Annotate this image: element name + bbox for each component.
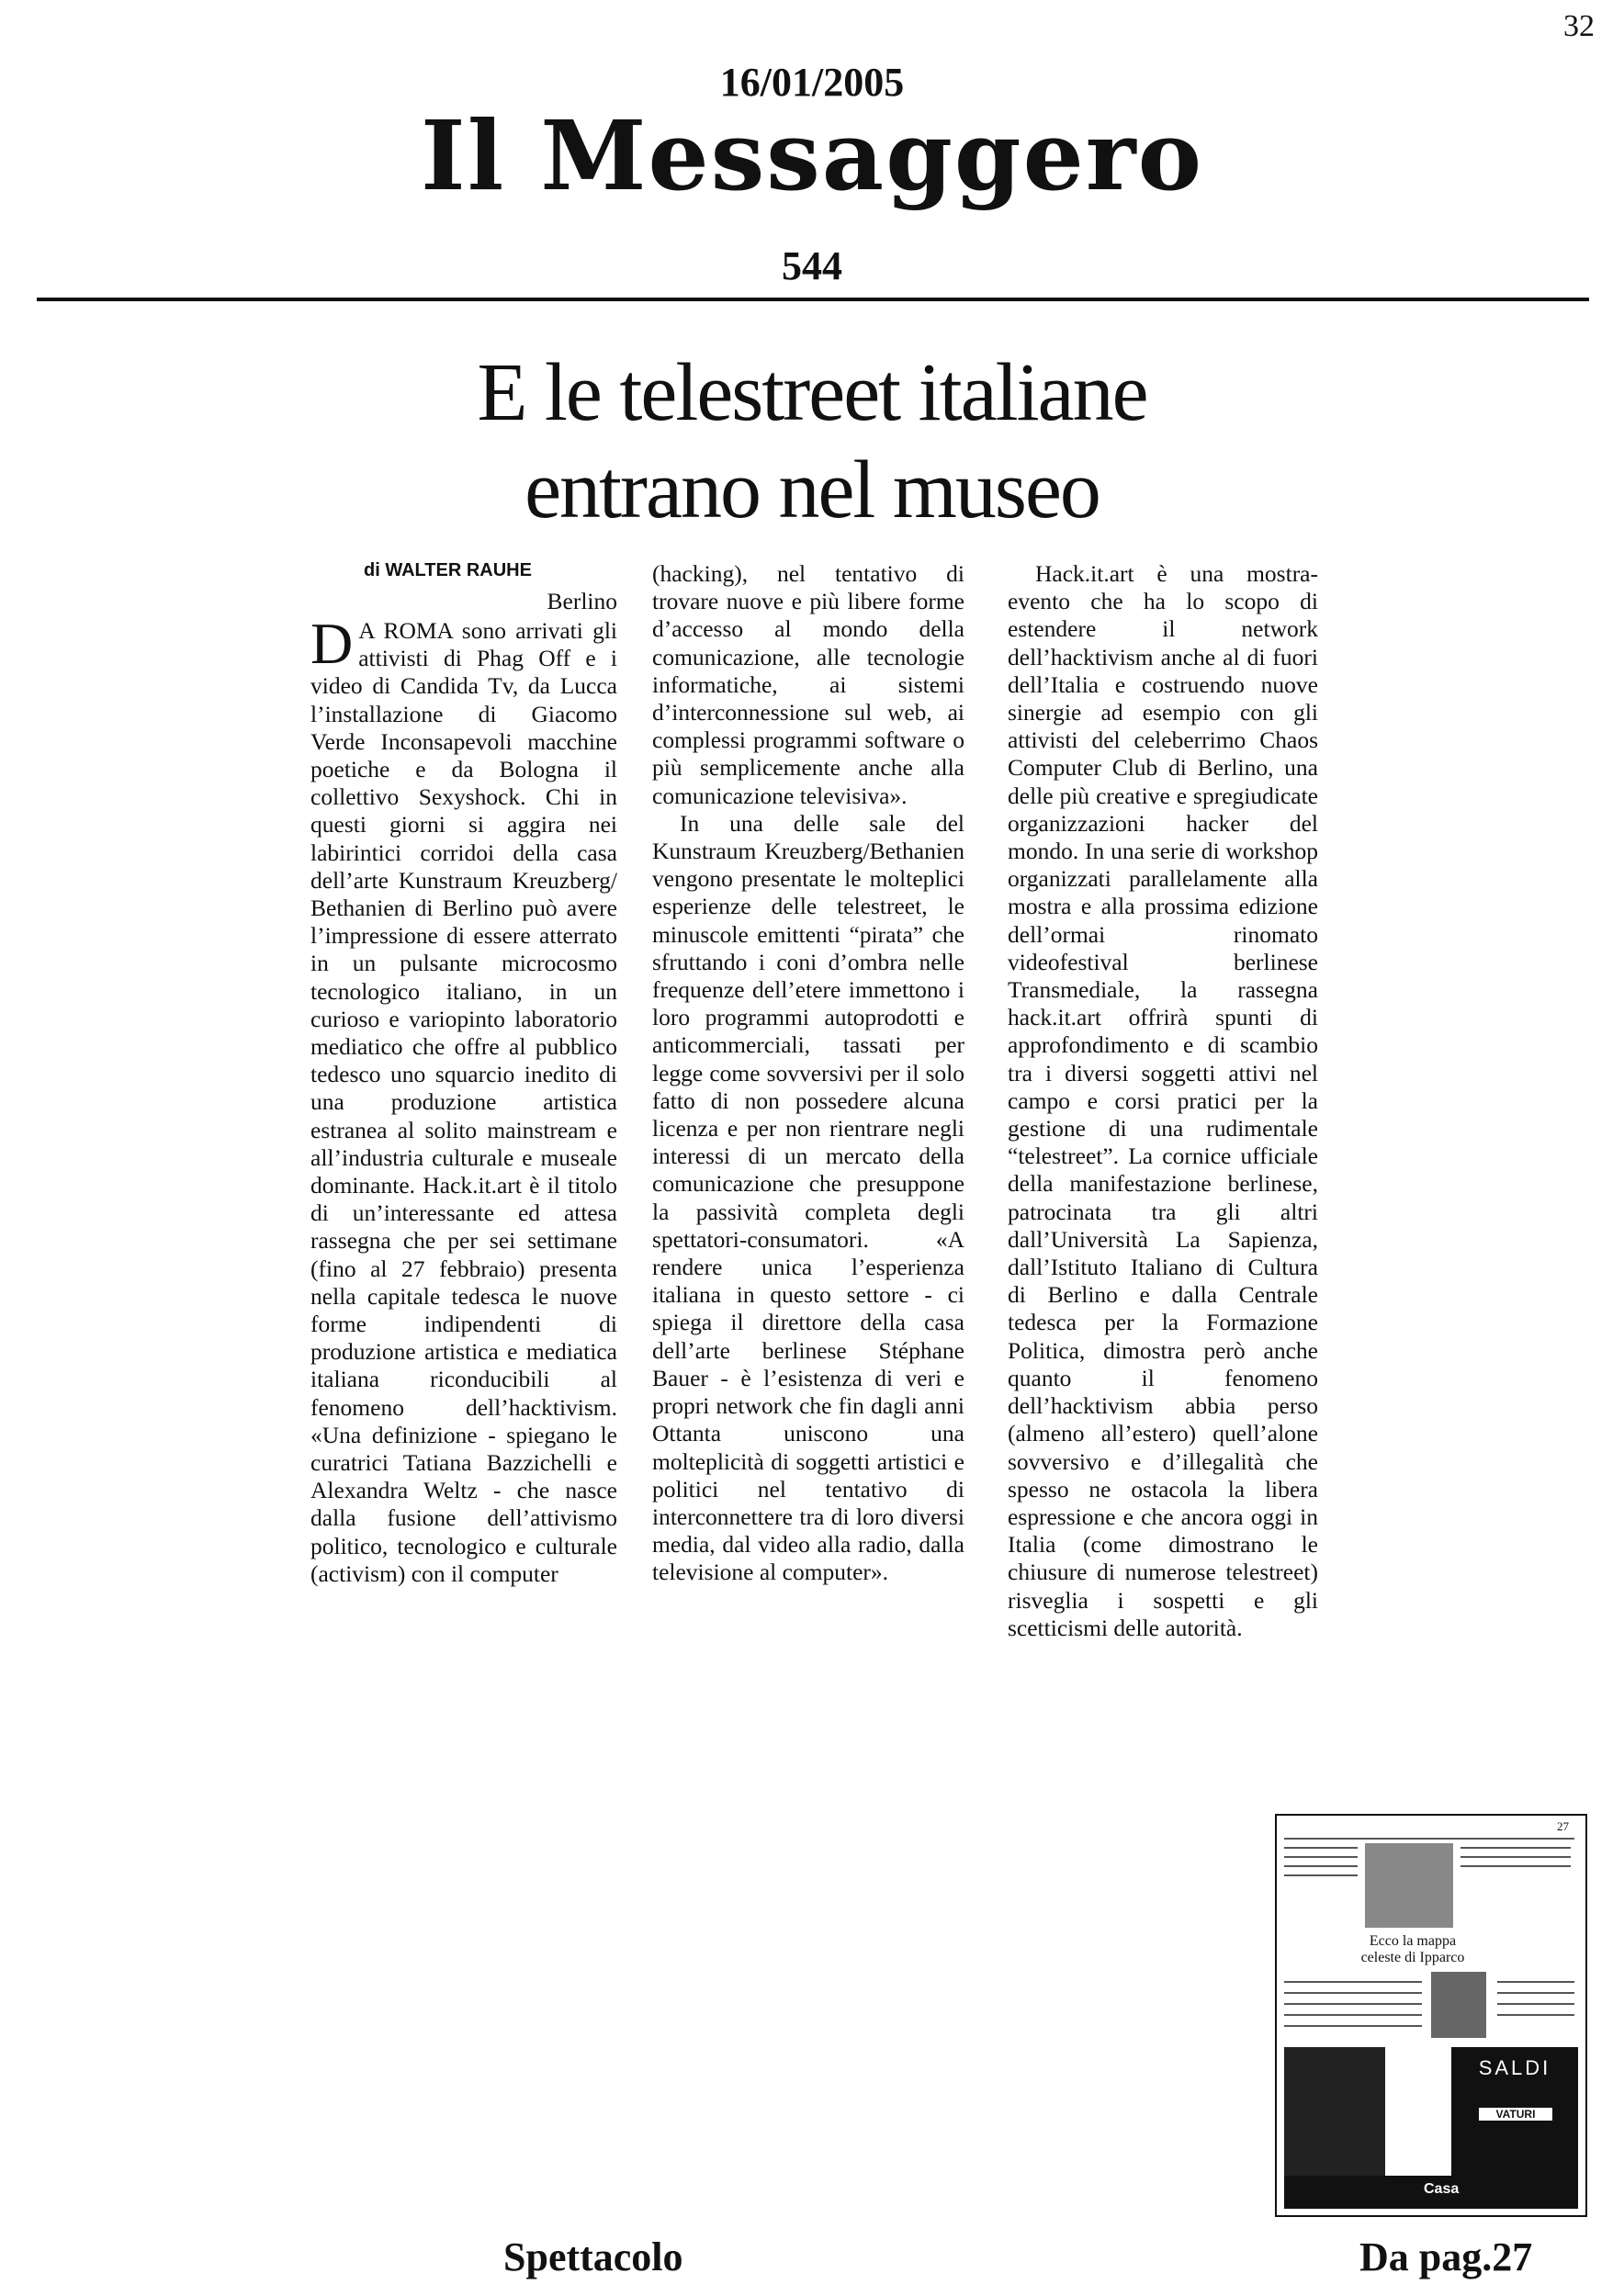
page-number: 32 (1563, 9, 1595, 43)
thumbnail-ad-footer: Casa (1424, 2181, 1460, 2197)
headline-line-2: entrano nel museo (524, 445, 1100, 536)
dateline: Berlino (547, 587, 617, 614)
byline: di WALTER RAUHE (364, 560, 532, 580)
article-column-3 (1008, 560, 1318, 1642)
issue-code: 544 (782, 243, 842, 288)
source-page-reference: Da pag.27 (1359, 2234, 1533, 2279)
article-headline (0, 344, 1624, 539)
newspaper-masthead: Il Messaggero (421, 99, 1203, 212)
column-1-text: A ROMA sono arrivati gli attivisti di Phag Off e i video di Candida Tv, da Lucca l’installazione di Giacomo Verde Inconsapevoli macchine poetiche e da Bologna il collettivo Sexyshock. Chi in questi giorni si aggira nei labirintici corridoi della casa dell’arte Kunstraum Kreuzberg/ Bethanien di Berlino può avere l’impressione di essere atterrato in un pulsante microcosmo tecnologico italiano, in un curioso e variopinto laboratorio mediatico che offre al pubblico tedesco uno squarcio inedito di una produzione artistica estranea al solito mainstream e all’industria culturale e museale dominante. Hack.it.art è il titolo di un’interessante ed attesa rassegna che per sei settimane (fino al 27 febbraio) presenta nella capitale tedesca le nuove forme indipendenti di produzione artistica e mediatica italiana riconducibili al fenomeno dell’hacktivism. «Una definizione - spiegano le curatrici Tatiana Bazzichelli e Alexandra Weltz - che nasce dalla fusione dell’attivismo politico, tecnologico e culturale (activism) con il computer (310, 616, 617, 1587)
column-2-paragraph-1: (hacking), nel tentativo di trovare nuove e più libere forme d’accesso al mondo della comunicazione, alle tecnologie informatiche, ai sistemi d’interconnessione sul web, ai complessi programmi software o più semplicemente anche alla comunicazione televisiva». (652, 560, 964, 809)
thumbnail-page-label: 27 (1557, 1819, 1569, 1833)
article-column-2 (652, 560, 964, 1587)
headline-line-1: E le telestreet italiane (477, 347, 1147, 438)
header-divider (37, 298, 1589, 301)
column-3-text: Hack.it.art è una mostra-evento che ha lo scopo di estendere il network dell’hacktivism anche al di fuori dell’Italia e costruendo nuove sinergie ad esempio con gli attivisti del celeberrimo Chaos Computer Club di Berlino, una delle più creative e spregiudicate organizzazioni hacker del mondo. In una serie di workshop organizzati parallelamente alla mostra e alla prossima edizione dell’ormai rinomato videofestival berlinese Transmediale, la rassegna hack.it.art offrirà spunti di approfondimento e di scambio tra i diversi soggetti attivi nel campo e corsi pratici per la gestione di una rudimentale “telestreet”. La cornice ufficiale della manifestazione berlinese, patrocinata tra gli altri dall’Università La Sapienza, dall’Istituto Italiano di Cultura di Berlino e dalla Centrale tedesca per la Formazione Politica, dimostra però anche quanto il fenomeno dell’hacktivism abbia perso (almeno all’estero) quell’alone sovversivo e d’illegalità che spesso ne ostacola la libera espressione e che ancora oggi in Italia (come dimostrano le chiusure di numerose telestreet) risveglia i sospetti e gli scetticismi delle autorità. (1008, 560, 1318, 1641)
drop-cap: D (310, 610, 354, 676)
column-2-paragraph-2: In una delle sale del Kunstraum Kreuzberg/Bethanien vengono presentate le molteplici esperienze delle telestreet, le minuscole emittenti “pirata” che sfruttando i coni d’ombra nelle frequenze dell’etere immettono i loro programmi autoprodotti e anticommerciali, tassati per legge come sovversivi per il solo fatto di non possedere alcuna licenza e per non rientrare negli interessi di un mercato della comunicazione che presuppone la passività completa degli spettatori-consumatori. «A rendere unica l’esperienza italiana in questo settore - ci spiega il direttore della casa dell’arte berlinese Stéphane Bauer - è l’esistenza di veri e propri network che fin dagli anni Ottanta uniscono una molteplicità di soggetti artistici e politici nel tentativo di interconnettere tra di loro diversi media, dal video alla radio, dalla televisione al computer». (652, 809, 964, 1586)
section-name: Spettacolo (503, 2234, 683, 2279)
thumbnail-caption: Ecco la mappa celeste di Ipparco (1348, 1933, 1477, 1965)
thumbnail-ad-title: SALDI (1478, 2056, 1551, 2079)
source-page-thumbnail (1275, 1814, 1587, 2217)
thumbnail-photo (1365, 1843, 1453, 1928)
thumbnail-ad-brand: VATURI (1479, 2108, 1552, 2121)
article-column-1 (310, 560, 617, 1588)
publication-date: 16/01/2005 (719, 60, 905, 105)
